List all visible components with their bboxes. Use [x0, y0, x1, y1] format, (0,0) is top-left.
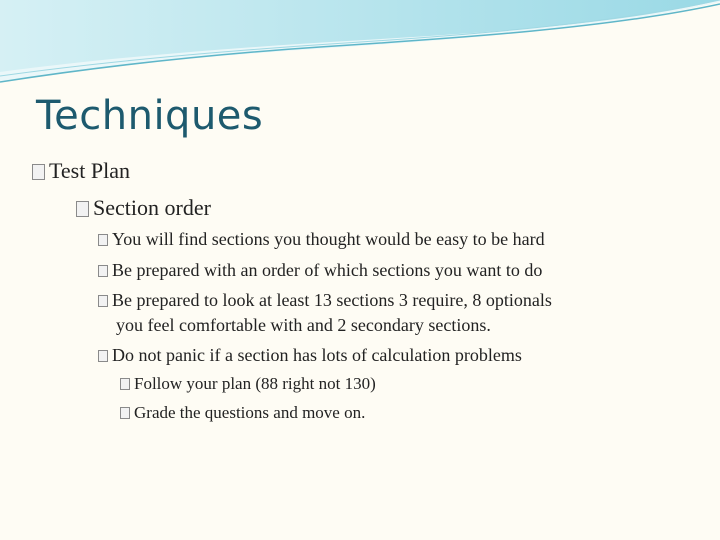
bullet-level1-text: Test Plan [49, 158, 130, 183]
bullet-box-icon [32, 164, 45, 180]
bullet-box-icon [120, 378, 130, 390]
subbullet-text: Grade the questions and move on. [134, 403, 366, 422]
bullet-box-icon [98, 234, 108, 246]
bullet-level3 [98, 227, 688, 252]
bullet-level2-text: Section order [93, 195, 211, 220]
bullet-box-icon [98, 295, 108, 307]
bullet-box-icon [120, 407, 130, 419]
bullet-level4 [120, 374, 376, 394]
slide-title: Techniques [36, 93, 264, 139]
bullet-text: Be prepared with an order of which sections you want to do [112, 260, 543, 280]
bullet-level3 [98, 258, 688, 283]
bullet-level2 [76, 195, 211, 221]
bullet-box-icon [76, 201, 89, 217]
bullet-text: Do not panic if a section has lots of calculation problems [112, 345, 522, 365]
subbullet-text: Follow your plan (88 right not 130) [134, 374, 376, 393]
bullet-text: You will find sections you thought would be easy to be hard [112, 229, 545, 249]
bullet-box-icon [98, 265, 108, 277]
bullet-text-continuation: you feel comfortable with and 2 secondary sections. [116, 315, 491, 335]
bullet-level3 [98, 288, 688, 338]
bullet-level1 [32, 158, 130, 184]
header-wave-decoration [0, 0, 720, 90]
bullet-box-icon [98, 350, 108, 362]
bullet-text: Be prepared to look at least 13 sections 3 require, 8 optionals [112, 290, 552, 310]
bullet-level4 [120, 403, 365, 423]
bullet-level3 [98, 343, 688, 368]
